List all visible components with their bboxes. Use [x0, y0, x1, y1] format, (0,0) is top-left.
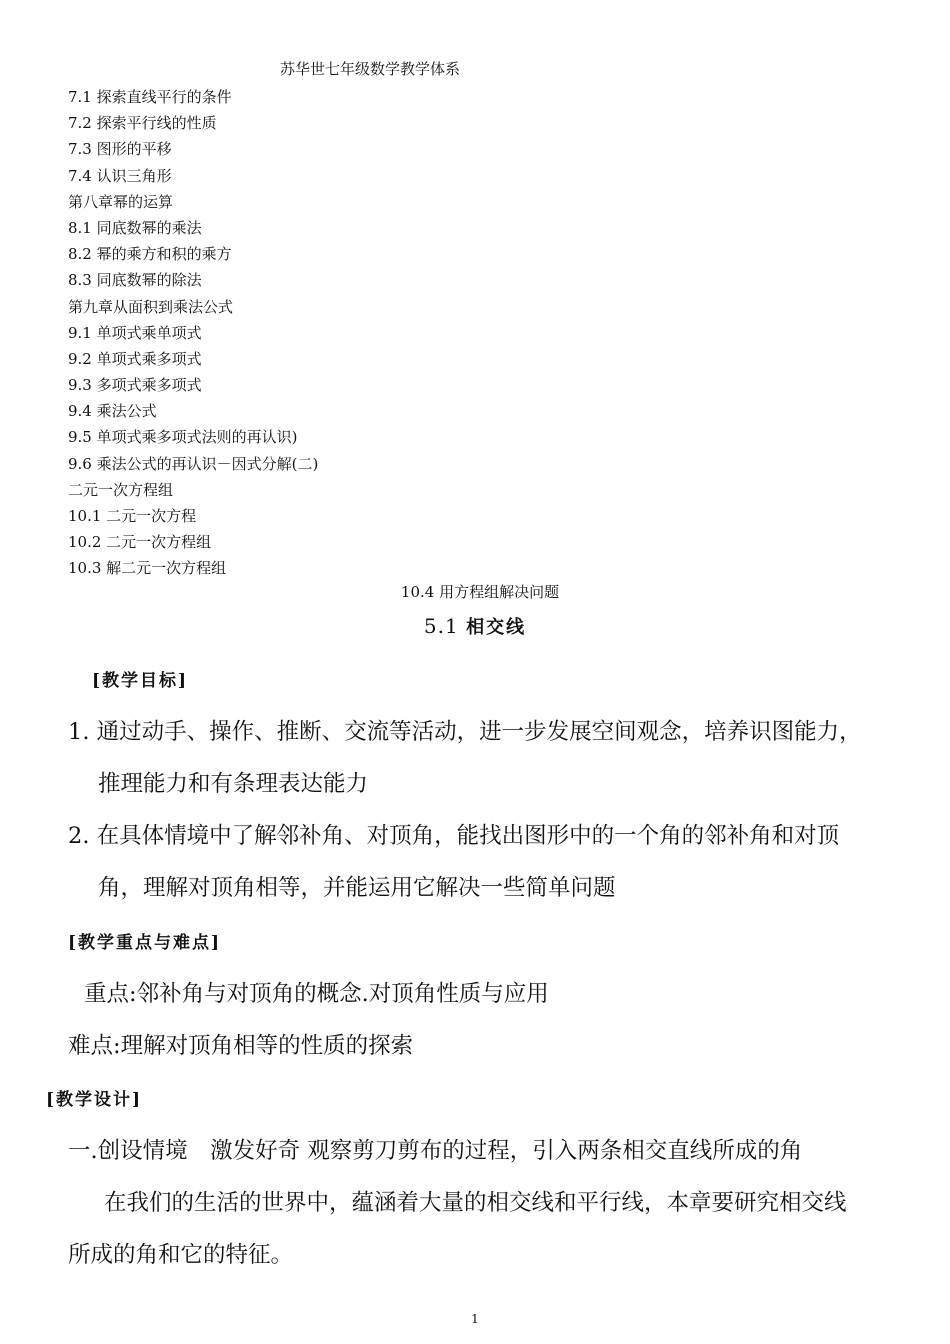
toc-item: 9.4 乘法公式	[68, 402, 157, 421]
objectives-heading: [教学目标]	[92, 671, 189, 691]
toc-item: 8.3 同底数幂的除法	[68, 271, 202, 290]
toc-item: 8.2 幂的乘方和积的乘方	[68, 245, 232, 264]
toc-item-last: 10.4 用方程组解决问题	[400, 583, 560, 601]
toc-list	[68, 84, 318, 582]
toc-item: 二元一次方程组	[68, 480, 174, 499]
toc-item: 9.5 单项式乘多项式法则的再认识)	[68, 428, 298, 447]
objective-item-2-line-1: 2. 在具体情境中了解邻补角、对顶角，能找出图形中的一个角的邻补角和对顶	[68, 823, 840, 849]
toc-item: 第九章从面积到乘法公式	[68, 297, 234, 316]
toc-item: 7.3 图形的平移	[68, 140, 172, 159]
toc-title: 苏华世七年级数学教学体系	[279, 60, 460, 78]
toc-item: 9.1 单项式乘单项式	[68, 323, 202, 342]
key-points-heading: [教学重点与难点]	[68, 933, 222, 953]
key-point-difficulty: 难点:理解对顶角相等的性质的探索	[68, 1033, 414, 1059]
section-title	[0, 613, 950, 639]
toc-item: 第八章幂的运算	[68, 192, 174, 211]
objective-item-1-line-2: 推理能力和有条理表达能力	[98, 771, 369, 797]
toc-item: 9.3 多项式乘多项式	[68, 376, 202, 395]
toc-item: 7.4 认识三角形	[68, 166, 172, 185]
key-point-focus: 重点:邻补角与对顶角的概念.对顶角性质与应用	[84, 981, 549, 1007]
toc-item: 9.2 单项式乘多项式	[68, 349, 202, 368]
toc-item: 9.6 乘法公式的再认识－因式分解(二)	[68, 454, 319, 473]
design-step-1: 一.创设情境 激发好奇 观察剪刀剪布的过程，引入两条相交直线所成的角	[68, 1138, 803, 1164]
section-number: 5.1	[423, 614, 459, 638]
design-heading: [教学设计]	[46, 1090, 143, 1110]
page-number: 1	[471, 1312, 479, 1326]
toc-item: 10.2 二元一次方程组	[68, 533, 212, 552]
toc-item: 10.1 二元一次方程	[68, 507, 197, 525]
toc-item: 8.1 同底数幂的乘法	[68, 218, 202, 237]
objective-item-1-line-1: 1. 通过动手、操作、推断、交流等活动，进一步发展空间观念，培养识图能力，	[68, 719, 862, 745]
toc-item: 7.2 探索平行线的性质	[68, 114, 217, 133]
section-name: 相交线	[466, 617, 527, 638]
toc-item: 7.1 探索直线平行的条件	[68, 88, 232, 106]
toc-item: 10.3 解二元一次方程组	[68, 559, 227, 578]
objective-item-2-line-2: 角，理解对顶角相等，并能运用它解决一些简单问题	[98, 875, 616, 901]
design-paragraph-line-2: 所成的角和它的特征。	[68, 1242, 294, 1268]
design-paragraph-line-1: 在我们的生活的世界中，蕴涵着大量的相交线和平行线，本章要研究相交线	[104, 1190, 847, 1216]
